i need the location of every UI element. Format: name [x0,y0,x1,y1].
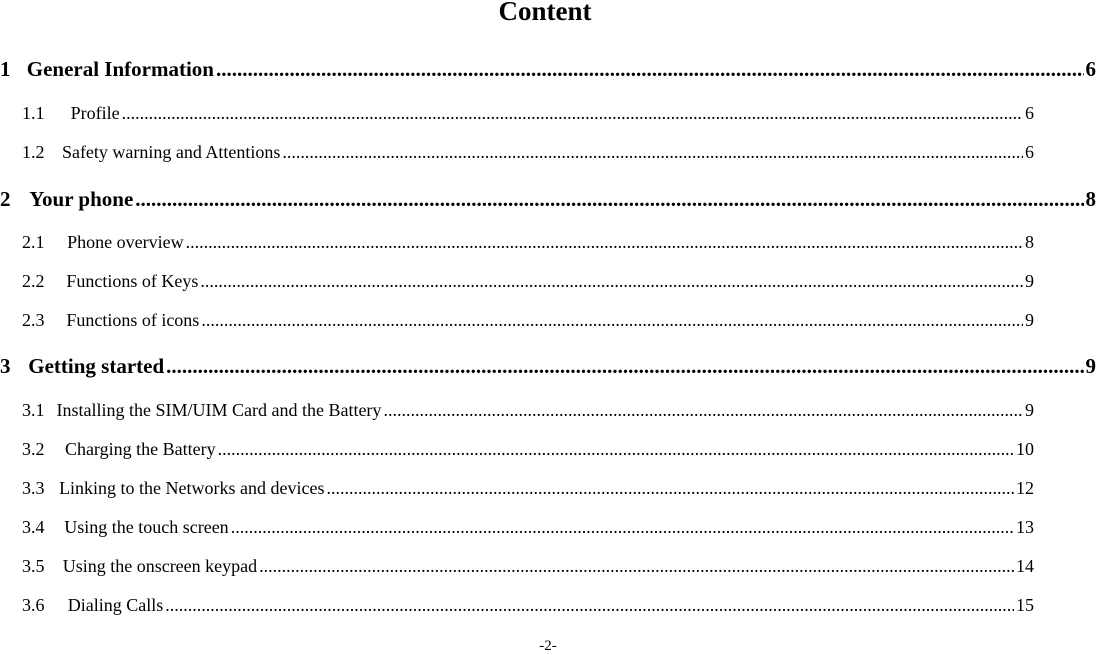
toc-page: 13 [1016,517,1034,538]
toc-label: Dialing Calls [68,595,164,616]
toc-entry-functions-of-keys[interactable] [22,271,1034,293]
toc-label: Charging the Battery [65,439,216,460]
toc-label: Profile [71,103,120,124]
dot-leader [231,517,1014,538]
toc-number: 3.1 [22,400,56,421]
page-number-footer: -2- [0,637,1096,655]
dot-leader [259,556,1014,577]
toc-number: 3.3 [22,478,59,499]
toc-page: 9 [1025,400,1034,421]
dot-leader [282,142,1023,163]
toc-page: 6 [1025,103,1034,124]
toc-entry-phone-overview[interactable] [22,232,1034,254]
dot-leader [166,354,1083,379]
dot-leader [383,400,1023,421]
toc-page: 8 [1025,232,1034,253]
toc-label: Phone overview [67,232,183,253]
toc-number: 1.1 [22,103,71,124]
toc-page: 9 [1025,271,1034,292]
toc-page: 9 [1025,310,1034,331]
toc-entry-onscreen-keypad[interactable] [22,556,1034,578]
toc-number: 2.3 [22,310,66,331]
toc-entry-functions-of-icons[interactable] [22,310,1034,332]
toc-page: 15 [1016,595,1034,616]
toc-entry-touch-screen[interactable] [22,517,1034,539]
dot-leader [135,187,1083,212]
toc-entry-your-phone[interactable] [0,187,1096,213]
toc-entry-getting-started[interactable] [0,354,1096,380]
dot-leader [327,478,1014,499]
toc-label: Safety warning and Attentions [62,142,280,163]
toc-page: 10 [1016,439,1034,460]
toc-entry-charging-battery[interactable] [22,439,1034,461]
toc-page: 6 [1025,142,1034,163]
toc-number: 2.2 [22,271,66,292]
toc-number: 3.6 [22,595,68,616]
toc-number: 1.2 [22,142,62,163]
toc-page: 9 [1086,354,1096,379]
toc-label: Functions of icons [66,310,199,331]
toc-label: Using the onscreen keypad [63,556,257,577]
toc-label: Using the touch screen [64,517,228,538]
dot-leader [216,57,1084,82]
toc-page: 6 [1086,57,1096,82]
toc-label: Your phone [29,187,133,212]
toc-page: 12 [1016,478,1034,499]
toc-number: 2 [0,187,29,212]
toc-label: Linking to the Networks and devices [59,478,324,499]
page-title: Content [0,0,1090,26]
toc-entry-linking-networks[interactable] [22,478,1034,500]
toc-label: Installing the SIM/UIM Card and the Battery [56,400,381,421]
dot-leader [200,271,1023,292]
toc-number: 2.1 [22,232,67,253]
toc-page: 14 [1016,556,1034,577]
dot-leader [201,310,1023,331]
toc-entry-profile[interactable] [22,103,1034,125]
toc-number: 3.4 [22,517,64,538]
dot-leader [122,103,1023,124]
toc-number: 3.5 [22,556,63,577]
toc-number: 3.2 [22,439,65,460]
toc-number: 1 [0,57,27,82]
toc-label: General Information [27,57,214,82]
toc-entry-general-information[interactable] [0,57,1096,83]
toc-page: 8 [1086,187,1096,212]
toc-entry-dialing-calls[interactable] [22,595,1034,617]
toc-label: Functions of Keys [66,271,198,292]
toc-label: Getting started [28,354,164,379]
dot-leader [165,595,1014,616]
dot-leader [218,439,1014,460]
toc-entry-safety-warning[interactable] [22,142,1034,164]
toc-entry-installing-sim[interactable] [22,400,1034,422]
toc-number: 3 [0,354,28,379]
dot-leader [186,232,1023,253]
